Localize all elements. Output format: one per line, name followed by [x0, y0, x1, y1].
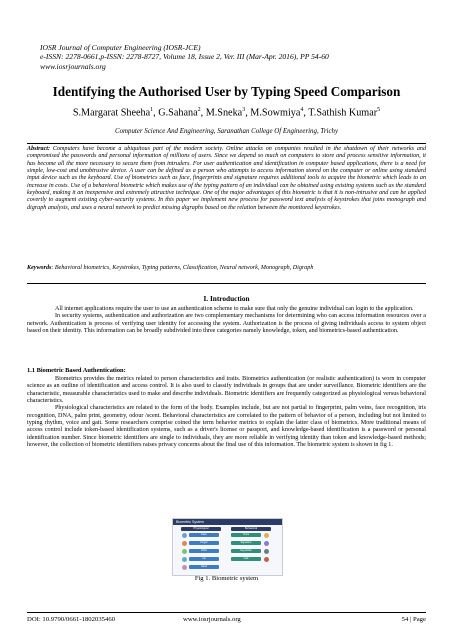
- author-4: , M.Sowmiya: [245, 107, 301, 119]
- affil-mark: 4: [300, 107, 304, 113]
- paragraph: Physiological characteristics are related to the form of the body. Examples include, but are not partial to fingerprint, palm veins, face recognition, iris recognition, DNA, palm print, geometry, odour /scent. Behavioral characteristics are correlated to the pattern of behavior of a person, including but not limited to typing rhythm, voice and gait. Some researchers comprise coined the term behavior metrics to explain the latter class of biometrics. More traditional means of access control include token-based identification systems, such as a driver's license or passport, and knowledge-based identification is a password or personal identification number. Since biometric identifiers are single to individuals, they are more reliable in verifying identity than token and knowledge-based methods; however, the collection of biometric identifiers raises privacy concerns about the final use of this information. The biometric system is shown in fig 1.: [27, 405, 426, 449]
- abstract: [27, 146, 426, 212]
- keyboard-icon: [264, 549, 269, 554]
- figure-cell: Face: [189, 533, 219, 537]
- paragraph: All internet applications require the user to use an authentication scheme to make sure that only the genuine individual can login to the application.: [55, 306, 414, 312]
- journal-name: IOSR Journal of Computer Engineering (IOSR-JCE): [40, 43, 201, 52]
- divider: [27, 283, 426, 284]
- divider: [27, 143, 426, 144]
- journal-issn: e-ISSN: 2278-0661,p-ISSN: 2278-8727, Volume 18, Issue 2, Ver. III (Mar-Apr. 2016), PP 54-60: [40, 52, 329, 62]
- paper-title: Identifying the Authorised User by Typing Speed Comparison: [52, 84, 401, 99]
- biometric-figure: [172, 518, 283, 576]
- paragraph: Biometrics provides the metrics related to person characteristics and traits. Biometrics authentication (or realistic authentication) is worn in computer science as an outline of identification and access control. It is also used to classify individuals in groups that are under surveillance. Biometric identifiers are the characteristic, measurable characteristics used to make and describe individuals. Biometric identifiers are frequently categorized as physiological versus behavioral characteristics.: [27, 376, 426, 405]
- microphone-icon: [264, 533, 269, 538]
- figure-cell: Gait: [231, 557, 261, 561]
- journal-site: www.iosrjournals.org: [40, 61, 106, 71]
- keywords: [27, 265, 426, 272]
- abstract-text: Computers have become a ubiquitous part of the modern society. Online attacks on companies resulted in the shutdown of their networks and compromised the passwords and personal information of millions of users. Since we depend so much on computers to store and process sensitive information, it has become all the more necessary to secure them from intruders. For user authentication and identification in computer based applications, there is a need for simple, low-cost and unobtrusive device. A user can be defined as a person who attempts to access information stored on the computer or online using standard input device such as the keyboard. Use of biometrics such as face, fingerprints and signature requires additional tools to acquire the biometric which leads to an increase in costs. Use of a behavioral biometric which makes use of the typing pattern of an individual can be obtained using existing systems such as the standard keyboard, making it an inexpensive and extremely attractive technique. One of the major advantages of this biometric is that it is non-intrusive and can be applied covertly to augment existing cyber-security systems. In this paper we implement new process for password text analysis of keystrokes that joins monograph and digraph analysis, and uses a neural network to predict missing digraphs based on the relation between the monitored keystrokes.: [27, 146, 426, 211]
- eye-icon: [182, 557, 187, 562]
- affil-mark: 3: [242, 107, 246, 113]
- dna-icon: [182, 549, 187, 554]
- author-list: [60, 105, 393, 119]
- figure-header: Biometric System: [173, 519, 282, 525]
- author-2: , G.Sahana: [153, 107, 198, 119]
- figure-col-physiological: Physiological: [181, 527, 221, 531]
- author-3: , M.Sneka: [200, 107, 243, 119]
- author-1: S.Margarat Sheeha: [72, 107, 151, 119]
- figure-col-behavioral: Behavioral: [231, 527, 271, 531]
- figure-cell: DNA: [189, 549, 219, 553]
- subsection-heading: 1.1 Biometric Based Authentication:: [27, 367, 126, 374]
- footer-doi: DOI: 10.9790/0661-1802035460: [27, 616, 116, 623]
- fingerprint-icon: [182, 541, 187, 546]
- figure-cell: Signature: [231, 541, 261, 545]
- pen-icon: [264, 541, 269, 546]
- footer-page: 54 | Page: [401, 616, 426, 623]
- hand-icon: [182, 565, 187, 570]
- divider: [27, 612, 426, 613]
- affil-mark: 2: [197, 107, 201, 113]
- biometric-body: [27, 376, 426, 449]
- figure-cell: Keystroke: [231, 549, 261, 553]
- abstract-label: Abstract:: [27, 146, 51, 152]
- section-heading-introduction: I. Introduction: [203, 294, 250, 303]
- affil-mark: 5: [377, 107, 381, 113]
- affiliation: Computer Science And Engineering, Saranathan College Of Engineering, Trichy: [114, 128, 339, 135]
- figure-caption: Fig 1. Biometric system: [194, 575, 259, 582]
- figure-cell: Voice: [231, 533, 261, 537]
- journal-header: [40, 43, 420, 71]
- figure-cell: Hand: [189, 565, 219, 569]
- footer-site: www.iosrjournals.org: [183, 616, 241, 623]
- paragraph: In security systems, authentication and authorization are two complementary mechanisms for determining who can access information resources over a network. Authentication is process of verifying user identity for accessing the system. Authorization is the process of giving individuals access to system object based on their identity. This information can be broadly subdivided into three categories namely knowledge, token, and biometrics-based authentication.: [27, 313, 426, 335]
- affil-mark: 1: [150, 107, 154, 113]
- figure-cell: Iris: [189, 557, 219, 561]
- introduction-body: [27, 306, 426, 335]
- keywords-label: Keywords: [27, 265, 52, 271]
- figure-cell: Finger: [189, 541, 219, 545]
- walking-icon: [264, 557, 269, 562]
- keywords-text: : Behavioral biometrics, Keystrokes, Typing patterns, Classification, Neural network, Monograph, Digraph: [51, 265, 314, 271]
- author-5: , T.Sathish Kumar: [303, 107, 378, 119]
- face-icon: [182, 533, 187, 538]
